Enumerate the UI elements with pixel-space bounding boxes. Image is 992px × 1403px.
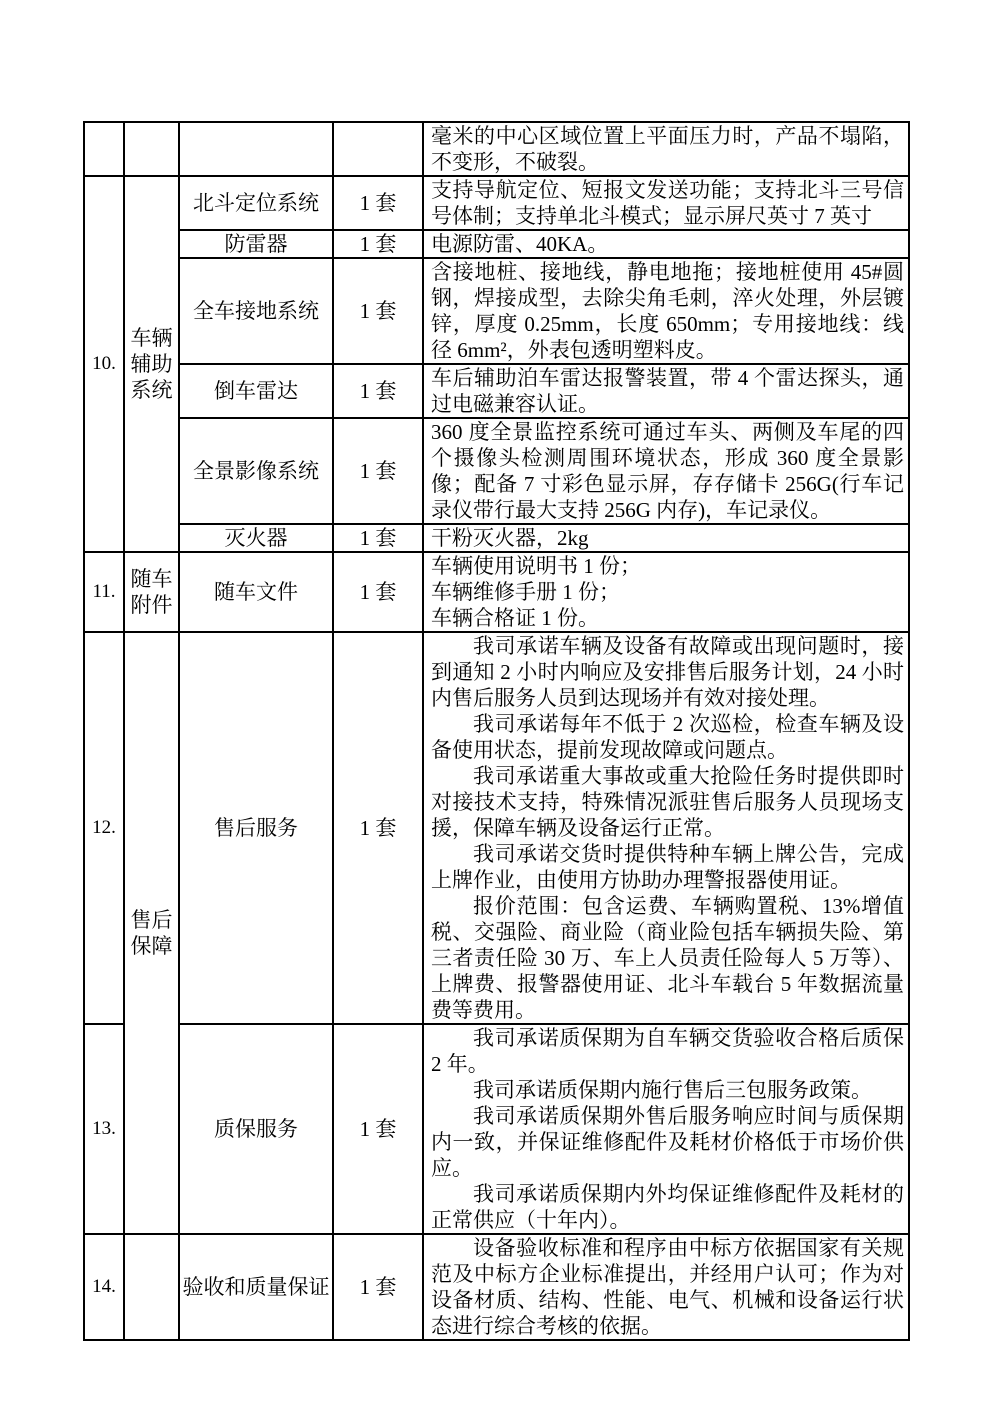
description-cell bbox=[423, 418, 909, 524]
quantity-cell: 1 套 bbox=[333, 176, 423, 230]
description-paragraph: 支持导航定位、短报文发送功能；支持北斗三号信号体制；支持单北斗模式；显示屏尺英寸 7 英寸 bbox=[431, 178, 904, 228]
description-paragraph: 我司承诺车辆及设备有故障或出现问题时，接到通知 2 小时内响应及安排售后服务计划，24 小时内售后服务人员到达现场并有效对接处理。 bbox=[431, 634, 904, 710]
table-row bbox=[84, 258, 909, 364]
description-paragraph: 车辆使用说明书 1 份； bbox=[431, 554, 641, 578]
item-name-cell: 全车接地系统 bbox=[179, 258, 333, 364]
spec-table bbox=[83, 121, 910, 1341]
table-row bbox=[84, 364, 909, 418]
description-cell bbox=[423, 176, 909, 230]
quantity-cell: 1 套 bbox=[333, 552, 423, 632]
description-cell bbox=[423, 524, 909, 552]
description-paragraph: 毫米的中心区域位置上平面压力时，产品不塌陷，不变形，不破裂。 bbox=[431, 124, 904, 174]
description-paragraph: 我司承诺质保期外售后服务响应时间与质保期内一致，并保证维修配件及耗材价格低于市场价供应。 bbox=[431, 1104, 904, 1180]
item-name-cell: 灭火器 bbox=[179, 524, 333, 552]
row-number-cell: 12. bbox=[84, 632, 124, 1024]
quantity-cell bbox=[333, 122, 423, 176]
quantity-cell: 1 套 bbox=[333, 524, 423, 552]
row-number-cell: 11. bbox=[84, 552, 124, 632]
description-paragraph: 报价范围：包含运费、车辆购置税、13%增值税、交强险、商业险（商业险包括车辆损失险、第三者责任险 30 万、车上人员责任险每人 5 万等）、上牌费、报警器使用证、北斗车载台 5 年数据流量费等费用。 bbox=[431, 894, 904, 1022]
table-row bbox=[84, 1024, 909, 1234]
description-paragraph: 含接地桩、接地线，静电地拖；接地桩使用 45#圆钢，焊接成型，去除尖角毛刺，淬火处理，外层镀锌，厚度 0.25mm，长度 650mm；专用接地线：线径 6mm²，外表包透明塑料皮。 bbox=[431, 260, 904, 362]
description-cell bbox=[423, 1234, 909, 1340]
description-paragraph: 车辆合格证 1 份。 bbox=[431, 606, 599, 630]
quantity-cell: 1 套 bbox=[333, 632, 423, 1024]
description-paragraph: 车辆维修手册 1 份； bbox=[431, 580, 620, 604]
description-cell bbox=[423, 258, 909, 364]
table-row bbox=[84, 230, 909, 258]
description-paragraph: 车后辅助泊车雷达报警装置，带 4 个雷达探头，通过电磁兼容认证。 bbox=[431, 366, 904, 416]
table-row bbox=[84, 1234, 909, 1340]
description-cell bbox=[423, 230, 909, 258]
description-cell bbox=[423, 552, 909, 632]
item-name-cell: 随车文件 bbox=[179, 552, 333, 632]
description-paragraph: 我司承诺质保期内外均保证维修配件及耗材的正常供应（十年内）。 bbox=[431, 1182, 904, 1232]
table-row bbox=[84, 552, 909, 632]
row-number-cell: 13. bbox=[84, 1024, 124, 1234]
item-name-cell: 售后服务 bbox=[179, 632, 333, 1024]
description-cell bbox=[423, 122, 909, 176]
row-number-cell: 10. bbox=[84, 176, 124, 552]
table-row bbox=[84, 632, 909, 1024]
description-paragraph: 我司承诺每年不低于 2 次巡检，检查车辆及设备使用状态，提前发现故障或问题点。 bbox=[431, 712, 904, 762]
description-paragraph: 我司承诺重大事故或重大抢险任务时提供即时对接技术支持，特殊情况派驻售后服务人员现场支援，保障车辆及设备运行正常。 bbox=[431, 764, 904, 840]
item-name-cell bbox=[179, 122, 333, 176]
row-number-cell bbox=[84, 122, 124, 176]
table-row bbox=[84, 524, 909, 552]
quantity-cell: 1 套 bbox=[333, 1234, 423, 1340]
category-cell: 车辆辅助系统 bbox=[124, 176, 179, 552]
quantity-cell: 1 套 bbox=[333, 258, 423, 364]
category-cell bbox=[124, 1234, 179, 1340]
description-paragraph: 设备验收标准和程序由中标方依据国家有关规范及中标方企业标准提出，并经用户认可；作为对设备材质、结构、性能、电气、机械和设备运行状态进行综合考核的依据。 bbox=[431, 1236, 904, 1338]
description-paragraph: 我司承诺质保期内施行售后三包服务政策。 bbox=[473, 1078, 872, 1102]
description-cell bbox=[423, 1024, 909, 1234]
quantity-cell: 1 套 bbox=[333, 364, 423, 418]
quantity-cell: 1 套 bbox=[333, 418, 423, 524]
category-cell: 随车附件 bbox=[124, 552, 179, 632]
description-paragraph: 360 度全景监控系统可通过车头、两侧及车尾的四个摄像头检测周围环境状态，形成 360 度全景影像；配备 7 寸彩色显示屏，存存储卡 256G(行车记录仪带行最大支持 256G 内存)，车记录仪。 bbox=[431, 420, 904, 522]
table-row bbox=[84, 418, 909, 524]
description-paragraph: 电源防雷、40KA。 bbox=[431, 232, 609, 256]
row-number-cell: 14. bbox=[84, 1234, 124, 1340]
table-row-continuation bbox=[84, 122, 909, 176]
description-cell bbox=[423, 632, 909, 1024]
item-name-cell: 质保服务 bbox=[179, 1024, 333, 1234]
description-cell bbox=[423, 364, 909, 418]
item-name-cell: 全景影像系统 bbox=[179, 418, 333, 524]
description-paragraph: 干粉灭火器，2kg bbox=[431, 526, 589, 550]
item-name-cell: 验收和质量保证 bbox=[179, 1234, 333, 1340]
item-name-cell: 倒车雷达 bbox=[179, 364, 333, 418]
quantity-cell: 1 套 bbox=[333, 230, 423, 258]
item-name-cell: 北斗定位系统 bbox=[179, 176, 333, 230]
description-paragraph: 我司承诺质保期为自车辆交货验收合格后质保 2 年。 bbox=[431, 1026, 904, 1076]
category-cell: 售后保障 bbox=[124, 632, 179, 1234]
category-cell bbox=[124, 122, 179, 176]
description-paragraph: 我司承诺交货时提供特种车辆上牌公告，完成上牌作业，由使用方协助办理警报器使用证。 bbox=[431, 842, 904, 892]
item-name-cell: 防雷器 bbox=[179, 230, 333, 258]
quantity-cell: 1 套 bbox=[333, 1024, 423, 1234]
table-row bbox=[84, 176, 909, 230]
